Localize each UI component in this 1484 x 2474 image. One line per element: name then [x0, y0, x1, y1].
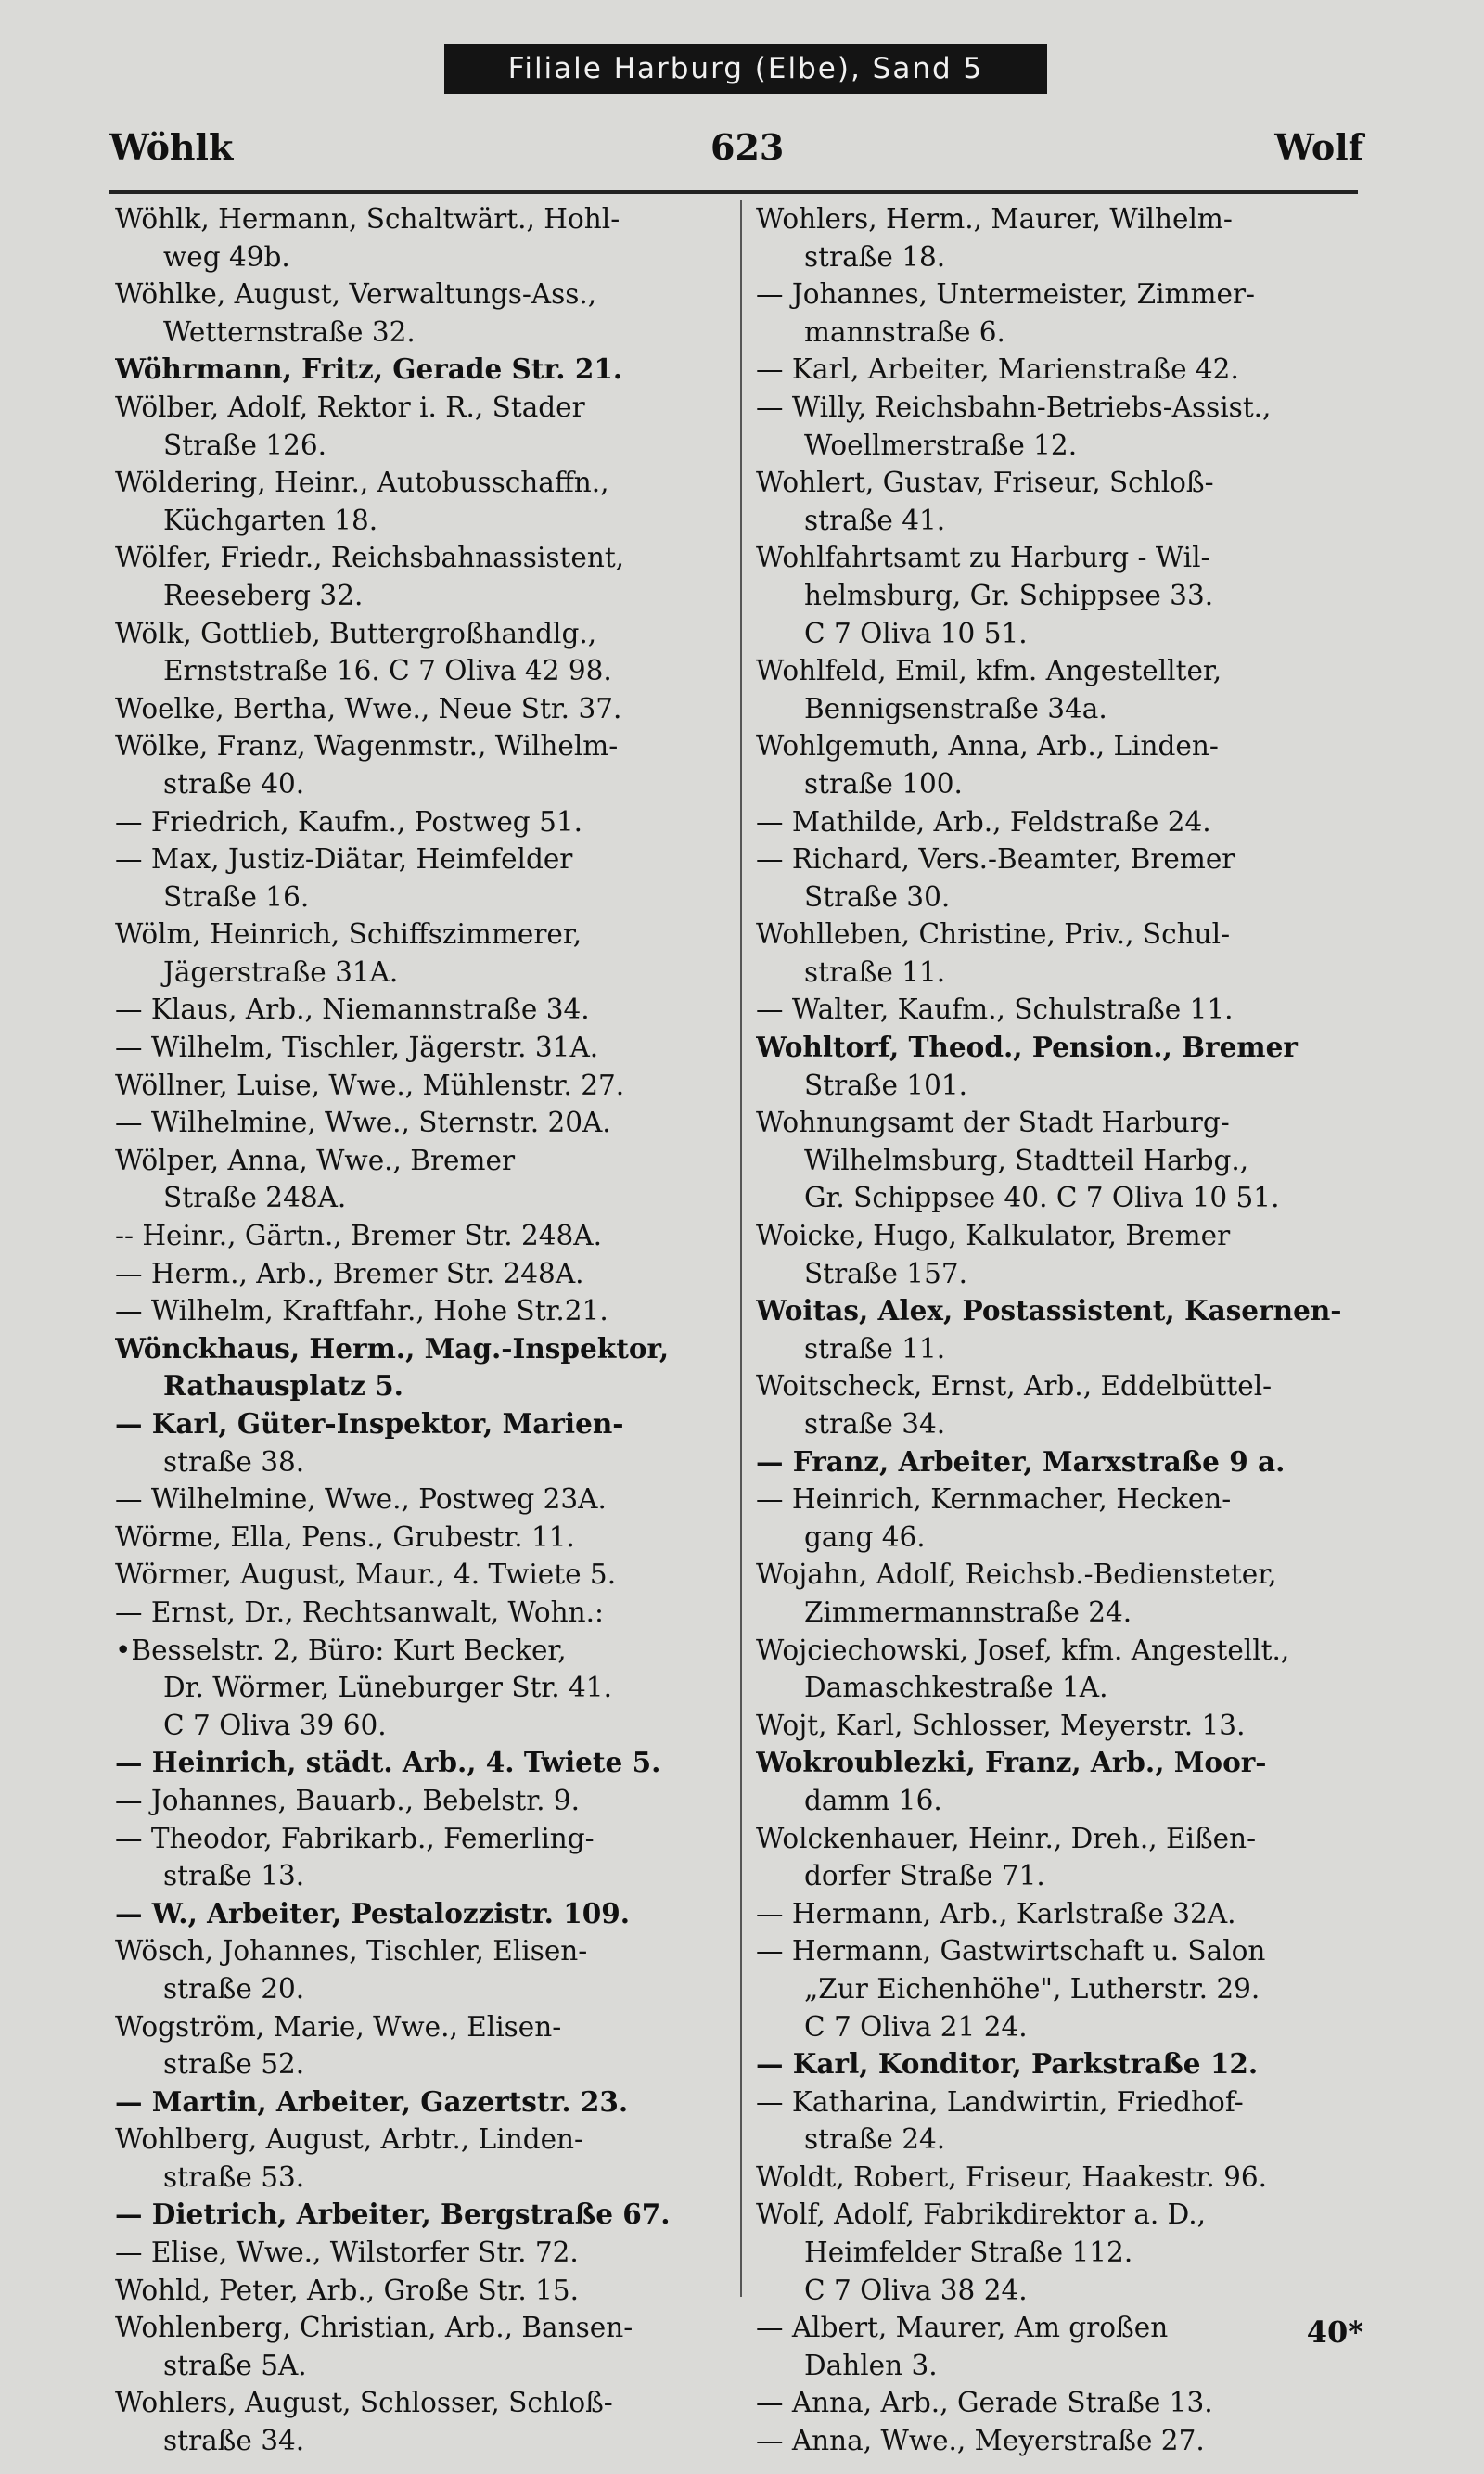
- entry-continuation-line: straße 20.: [163, 1972, 305, 2005]
- entry-line: Wohlberg, August, Arbtr., Linden-: [115, 2123, 584, 2156]
- entry-continuation-line: Woellmerstraße 12.: [804, 429, 1078, 461]
- entry-continuation-line: Straße 248A.: [163, 1182, 347, 1214]
- entry-line: Wölper, Anna, Wwe., Bremer: [115, 1144, 516, 1176]
- entry-continuation-line: Damaschkestraße 1A.: [804, 1672, 1108, 1704]
- entry-continuation-line: C 7 Oliva 21 24.: [804, 2010, 1028, 2043]
- entry-line: — Wilhelmine, Wwe., Sternstr. 20A.: [115, 1107, 611, 1139]
- entry-continuation-line: straße 100.: [804, 767, 963, 800]
- entry-continuation-line: Küchgarten 18.: [163, 504, 378, 536]
- entry-line: — Theodor, Fabrikarb., Femerling-: [115, 1822, 595, 1854]
- entry-continuation-line: straße 41.: [804, 504, 946, 536]
- entry-line: Wolckenhauer, Heinr., Dreh., Eißen-: [756, 1822, 1257, 1854]
- entry-continuation-line: Reeseberg 32.: [163, 579, 364, 611]
- entry-line: — Karl, Güter-Inspektor, Marien-: [115, 1407, 624, 1440]
- entry-line: — Katharina, Landwirtin, Friedhof-: [756, 2085, 1244, 2118]
- entry-continuation-line: straße 11.: [804, 955, 946, 988]
- entry-line: Wölfer, Friedr., Reichsbahnassistent,: [115, 542, 625, 574]
- entry-continuation-line: Straße 101.: [804, 1069, 967, 1101]
- entry-line: •Besselstr. 2, Büro: Kurt Becker,: [115, 1634, 567, 1666]
- entry-line: — Klaus, Arb., Niemannstraße 34.: [115, 993, 590, 1026]
- entry-continuation-line: straße 18.: [804, 240, 946, 273]
- entry-line: — Friedrich, Kaufm., Postweg 51.: [115, 805, 582, 838]
- entry-line: Wojt, Karl, Schlosser, Meyerstr. 13.: [756, 1709, 1246, 1741]
- entry-line: Wölk, Gottlieb, Buttergroßhandlg.,: [115, 617, 597, 649]
- entry-line: — Mathilde, Arb., Feldstraße 24.: [756, 805, 1211, 838]
- entry-line: Woitas, Alex, Postassistent, Kasernen-: [756, 1294, 1342, 1327]
- entry-line: Wohlenberg, Christian, Arb., Bansen-: [115, 2312, 633, 2344]
- entry-line: Wogström, Marie, Wwe., Elisen-: [115, 2010, 562, 2043]
- running-head-right: Wolf: [1274, 126, 1363, 168]
- entry-continuation-line: gang 46.: [804, 1520, 926, 1553]
- entry-continuation-line: Dr. Wörmer, Lüneburger Str. 41.: [163, 1672, 612, 1704]
- entry-continuation-line: straße 5A.: [163, 2349, 307, 2381]
- entry-line: Wohlers, August, Schlosser, Schloß-: [115, 2387, 613, 2419]
- entry-continuation-line: straße 34.: [804, 1408, 946, 1440]
- header-rule: [109, 190, 1358, 194]
- entry-continuation-line: straße 13.: [163, 1860, 305, 1892]
- entry-line: Wohlert, Gustav, Friseur, Schloß-: [756, 467, 1214, 499]
- entry-line: Wölke, Franz, Wagenmstr., Wilhelm-: [115, 730, 619, 763]
- entry-continuation-line: „Zur Eichenhöhe", Lutherstr. 29.: [804, 1972, 1260, 2005]
- entry-continuation-line: C 7 Oliva 38 24.: [804, 2274, 1028, 2306]
- entry-line: — Wilhelm, Kraftfahr., Hohe Str.21.: [115, 1295, 608, 1327]
- entry-continuation-line: straße 40.: [163, 767, 305, 800]
- entry-continuation-line: Wilhelmsburg, Stadtteil Harbg.,: [804, 1144, 1249, 1176]
- entry-continuation-line: C 7 Oliva 10 51.: [804, 617, 1028, 649]
- entry-continuation-line: Rathausplatz 5.: [163, 1369, 403, 1403]
- entry-line: Wohlgemuth, Anna, Arb., Linden-: [756, 730, 1219, 763]
- entry-line: Wohlfahrtsamt zu Harburg - Wil-: [756, 542, 1210, 574]
- entry-line: — Herm., Arb., Bremer Str. 248A.: [115, 1257, 584, 1289]
- entry-line: — Albert, Maurer, Am großen: [756, 2312, 1169, 2344]
- entry-line: — Karl, Konditor, Parkstraße 12.: [756, 2047, 1259, 2081]
- running-head-left: Wöhlk: [109, 126, 234, 168]
- entry-continuation-line: straße 11.: [804, 1332, 946, 1365]
- entry-continuation-line: straße 38.: [163, 1445, 305, 1478]
- entry-line: Wohlleben, Christine, Priv., Schul-: [756, 918, 1231, 951]
- entry-line: — Hermann, Gastwirtschaft u. Salon: [756, 1935, 1266, 1968]
- entry-line: — Max, Justiz-Diätar, Heimfelder: [115, 843, 573, 876]
- entry-continuation-line: mannstraße 6.: [804, 315, 1005, 348]
- entry-continuation-line: damm 16.: [804, 1784, 942, 1816]
- entry-continuation-line: Straße 157.: [804, 1257, 967, 1289]
- entry-continuation-line: C 7 Oliva 39 60.: [163, 1709, 387, 1741]
- entry-continuation-line: Jägerstraße 31A.: [163, 955, 399, 988]
- entry-line: — Dietrich, Arbeiter, Bergstraße 67.: [115, 2198, 671, 2231]
- entry-line: — Anna, Wwe., Meyerstraße 27.: [756, 2425, 1205, 2457]
- entry-line: -- Heinr., Gärtn., Bremer Str. 248A.: [115, 1220, 602, 1252]
- entry-line: Wösch, Johannes, Tischler, Elisen-: [115, 1935, 588, 1968]
- entry-line: — Willy, Reichsbahn-Betriebs-Assist.,: [756, 391, 1272, 423]
- entry-line: Wölber, Adolf, Rektor i. R., Stader: [115, 391, 585, 423]
- entry-continuation-line: helmsburg, Gr. Schippsee 33.: [804, 579, 1214, 611]
- entry-continuation-line: straße 53.: [163, 2160, 305, 2193]
- entry-continuation-line: Wetternstraße 32.: [163, 315, 416, 348]
- entry-line: Wohld, Peter, Arb., Große Str. 15.: [115, 2274, 580, 2306]
- entry-line: Wöllner, Luise, Wwe., Mühlenstr. 27.: [115, 1069, 625, 1101]
- entry-continuation-line: Straße 126.: [163, 429, 326, 461]
- entry-line: Wohltorf, Theod., Pension., Bremer: [756, 1031, 1298, 1064]
- entry-line: — Anna, Arb., Gerade Straße 13.: [756, 2387, 1213, 2419]
- entry-line: Wojahn, Adolf, Reichsb.-Bediensteter,: [756, 1558, 1277, 1591]
- entry-continuation-line: Zimmermannstraße 24.: [804, 1596, 1132, 1628]
- entry-line: — Heinrich, Kernmacher, Hecken-: [756, 1483, 1232, 1516]
- entry-continuation-line: Dahlen 3.: [804, 2349, 938, 2381]
- entry-line: Woldt, Robert, Friseur, Haakestr. 96.: [756, 2160, 1268, 2193]
- entry-line: — Martin, Arbeiter, Gazertstr. 23.: [115, 2084, 629, 2118]
- left-column: [115, 200, 731, 2460]
- entry-line: Wölm, Heinrich, Schiffszimmerer,: [115, 918, 582, 951]
- entry-continuation-line: Straße 30.: [804, 880, 951, 913]
- entry-continuation-line: straße 24.: [804, 2123, 946, 2156]
- entry-line: — Karl, Arbeiter, Marienstraße 42.: [756, 353, 1239, 386]
- entry-continuation-line: Heimfelder Straße 112.: [804, 2237, 1133, 2269]
- entry-continuation-line: Ernststraße 16. C 7 Oliva 42 98.: [163, 655, 612, 687]
- entry-line: Woelke, Bertha, Wwe., Neue Str. 37.: [115, 692, 622, 724]
- entry-line: Wöldering, Heinr., Autobusschaffn.,: [115, 467, 609, 499]
- entry-continuation-line: dorfer Straße 71.: [804, 1860, 1045, 1892]
- right-column: [756, 200, 1370, 2460]
- page-number: 623: [710, 126, 785, 168]
- entry-line: — Ernst, Dr., Rechtsanwalt, Wohn.:: [115, 1596, 604, 1628]
- entry-line: Wokroublezki, Franz, Arb., Moor-: [756, 1746, 1267, 1779]
- entry-line: — Hermann, Arb., Karlstraße 32A.: [756, 1897, 1236, 1929]
- entry-continuation-line: straße 52.: [163, 2048, 305, 2081]
- branch-banner: Filiale Harburg (Elbe), Sand 5: [444, 44, 1047, 94]
- entry-line: — Wilhelmine, Wwe., Postweg 23A.: [115, 1483, 607, 1516]
- entry-line: Woicke, Hugo, Kalkulator, Bremer: [756, 1220, 1231, 1252]
- entry-line: — Johannes, Untermeister, Zimmer-: [756, 278, 1256, 311]
- column-divider: [740, 200, 742, 2297]
- entry-line: — Wilhelm, Tischler, Jägerstr. 31A.: [115, 1032, 599, 1064]
- entry-line: — Richard, Vers.-Beamter, Bremer: [756, 843, 1235, 876]
- entry-line: — Walter, Kaufm., Schulstraße 11.: [756, 993, 1234, 1026]
- entry-continuation-line: Gr. Schippsee 40. C 7 Oliva 10 51.: [804, 1182, 1280, 1214]
- entry-continuation-line: Bennigsenstraße 34a.: [804, 692, 1107, 724]
- entry-line: Wörmer, August, Maur., 4. Twiete 5.: [115, 1558, 617, 1591]
- entry-line: Wöhrmann, Fritz, Gerade Str. 21.: [115, 353, 623, 386]
- entry-line: Wohlfeld, Emil, kfm. Angestellter,: [756, 655, 1222, 687]
- entry-line: Woitscheck, Ernst, Arb., Eddelbüttel-: [756, 1370, 1273, 1403]
- entry-line: Wörme, Ella, Pens., Grubestr. 11.: [115, 1520, 575, 1553]
- signature-mark: 40*: [1306, 2314, 1363, 2350]
- entry-line: Wöhlk, Hermann, Schaltwärt., Hohl-: [115, 203, 620, 235]
- entry-line: — W., Arbeiter, Pestalozzistr. 109.: [115, 1896, 631, 1929]
- entry-line: — Johannes, Bauarb., Bebelstr. 9.: [115, 1784, 581, 1816]
- entry-line: Wönckhaus, Herm., Mag.-Inspektor,: [115, 1331, 670, 1365]
- entry-line: — Franz, Arbeiter, Marxstraße 9 a.: [756, 1444, 1286, 1478]
- entry-line: Wöhlke, August, Verwaltungs-Ass.,: [115, 278, 597, 311]
- entry-continuation-line: Straße 16.: [163, 880, 310, 913]
- entry-line: Wojciechowski, Josef, kfm. Angestellt.,: [756, 1634, 1290, 1666]
- entry-continuation-line: weg 49b.: [163, 240, 290, 273]
- entry-line: — Elise, Wwe., Wilstorfer Str. 72.: [115, 2237, 579, 2269]
- entry-line: Wohnungsamt der Stadt Harburg-: [756, 1107, 1230, 1139]
- entry-continuation-line: straße 34.: [163, 2425, 305, 2457]
- entry-line: — Heinrich, städt. Arb., 4. Twiete 5.: [115, 1746, 661, 1779]
- entry-line: Wolf, Adolf, Fabrikdirektor a. D.,: [756, 2198, 1207, 2231]
- entry-line: Wohlers, Herm., Maurer, Wilhelm-: [756, 203, 1233, 235]
